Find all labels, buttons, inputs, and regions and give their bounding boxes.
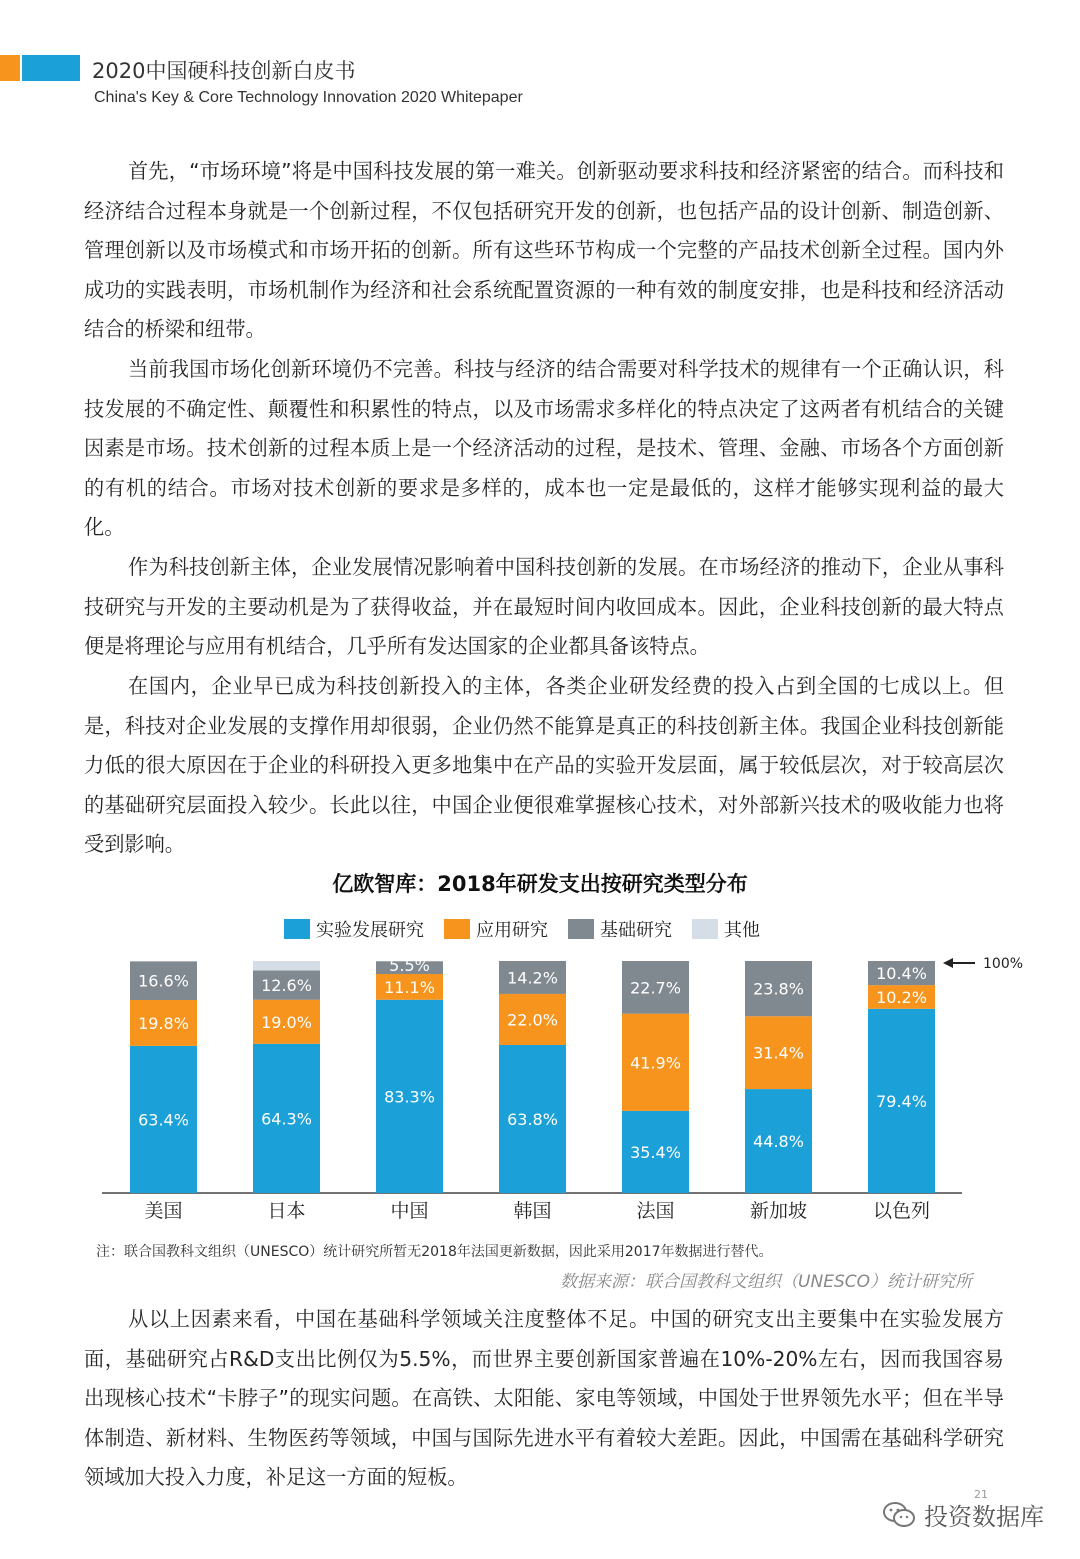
stacked-bar-chart — [0, 940, 1080, 1230]
data-label: 10.4% — [876, 964, 927, 984]
data-label: 5.5% — [389, 955, 430, 975]
legend-swatch — [444, 919, 470, 939]
data-label: 83.3% — [384, 1087, 435, 1107]
data-label: 41.9% — [630, 1053, 681, 1073]
data-label: 79.4% — [876, 1091, 927, 1111]
legend-item — [284, 916, 424, 942]
data-label: 22.0% — [507, 1010, 558, 1030]
chart-note: 注：联合国教科文组织（UNESCO）统计研究所暂无2018年法国更新数据，因此采用2017年数据进行替代。 — [96, 1244, 773, 1260]
data-label: 64.3% — [261, 1109, 312, 1129]
data-label: 63.8% — [507, 1109, 558, 1129]
header-title: 2020中国硬科技创新白皮书 — [92, 59, 356, 83]
category-label: 日本 — [267, 1200, 306, 1222]
data-label: 22.7% — [630, 978, 681, 998]
data-label: 63.4% — [138, 1110, 189, 1130]
paragraph-1: 首先，“市场环境”将是中国科技发展的第一难关。创新驱动要求科技和经济紧密的结合。而科技和经济结合过程本身就是一个创新过程，不仅包括研究开发的创新，也包括产品的设计创新、制造创新、管理创新以及市场模式和市场开拓的创新。所有这些环节构成一个完整的产品技术创新全过程。国内外成功的实践表明，市场机制作为经济和社会系统配置资源的一种有效的制度安排，也是科技和经济活动结合的桥梁和纽带。 — [84, 159, 1004, 342]
header-bar-orange — [0, 55, 20, 81]
chart-source: 数据来源：联合国教科文组织（UNESCO）统计研究所 — [560, 1272, 972, 1292]
data-label: 35.4% — [630, 1142, 681, 1162]
header-bar-blue — [22, 55, 80, 81]
data-label: 19.0% — [261, 1012, 312, 1032]
header-subtitle: China's Key & Core Technology Innovation 2020 Whitepaper — [94, 89, 523, 106]
paragraph-2: 当前我国市场化创新环境仍不完善。科技与经济的结合需要对科学技术的规律有一个正确认识，科技发展的不确定性、颠覆性和积累性的特点，以及市场需求多样化的特点决定了这两者有机结合的关键因素是市场。技术创新的过程本质上是一个经济活动的过程，是技术、管理、金融、市场各个方面创新的有机的结合。市场对技术创新的要求是多样的，成本也一定是最低的，这样才能够实现利益的最大化。 — [84, 357, 1004, 540]
paragraph-3: 作为科技创新主体，企业发展情况影响着中国科技创新的发展。在市场经济的推动下，企业从事科技研究与开发的主要动机是为了获得收益，并在最短时间内收回成本。因此，企业科技创新的最大特点便是将理论与应用有机结合，几乎所有发达国家的企业都具备该特点。 — [84, 555, 1004, 659]
legend-item — [692, 916, 760, 942]
category-label: 法国 — [636, 1200, 675, 1222]
watermark — [882, 1497, 1044, 1532]
data-label: 14.2% — [507, 968, 558, 988]
legend-swatch — [692, 919, 718, 939]
watermark-text: 投资数据库 — [924, 1503, 1044, 1531]
data-label: 10.2% — [876, 987, 927, 1007]
legend-label: 其他 — [724, 920, 760, 941]
annotation-100: 100% — [983, 956, 1024, 972]
category-label: 韩国 — [513, 1200, 552, 1222]
legend-item — [444, 916, 548, 942]
legend-label: 基础研究 — [600, 920, 672, 941]
data-label: 16.6% — [138, 971, 189, 991]
category-label: 新加坡 — [749, 1200, 808, 1222]
data-label: 31.4% — [753, 1043, 804, 1063]
data-label: 44.8% — [753, 1132, 804, 1152]
category-label: 中国 — [390, 1200, 429, 1222]
legend-label: 应用研究 — [476, 920, 548, 941]
data-label: 23.8% — [753, 979, 804, 999]
page-number: 21 — [974, 1488, 988, 1501]
category-label: 以色列 — [872, 1200, 931, 1222]
data-label: 12.6% — [261, 976, 312, 996]
chart-title: 亿欧智库：2018年研发支出按研究类型分布 — [332, 872, 748, 896]
paragraph-5: 从以上因素来看，中国在基础科学领域关注度整体不足。中国的研究支出主要集中在实验发展方面，基础研究占R&D支出比例仅为5.5%，而世界主要创新国家普遍在10%-20%左右，因而我国容易出现核心技术“卡脖子”的现实问题。在高铁、太阳能、家电等领域，中国处于世界领先水平；但在半导体制造、新材料、生物医药等领域，中国与国际先进水平有着较大差距。因此，中国需在基础科学研究领域加大投入力度，补足这一方面的短板。 — [84, 1307, 1004, 1490]
legend-item — [568, 916, 672, 942]
data-label: 19.8% — [138, 1013, 189, 1033]
chart-legend — [284, 916, 780, 942]
wechat-icon — [882, 1501, 916, 1529]
arrow-head — [943, 958, 953, 968]
legend-label: 实验发展研究 — [316, 920, 424, 941]
bar-segment — [253, 961, 320, 971]
legend-swatch — [284, 919, 310, 939]
legend-swatch — [568, 919, 594, 939]
data-label: 11.1% — [384, 977, 435, 997]
category-label: 美国 — [144, 1200, 183, 1222]
paragraph-4: 在国内，企业早已成为科技创新投入的主体，各类企业研发经费的投入占到全国的七成以上。但是，科技对企业发展的支撑作用却很弱，企业仍然不能算是真正的科技创新主体。我国企业科技创新能力低的很大原因在于企业的科研投入更多地集中在产品的实验开发层面，属于较低层次，对于较高层次的基础研究层面投入较少。长此以往，中国企业便很难掌握核心技术，对外部新兴技术的吸收能力也将受到影响。 — [84, 674, 1004, 857]
